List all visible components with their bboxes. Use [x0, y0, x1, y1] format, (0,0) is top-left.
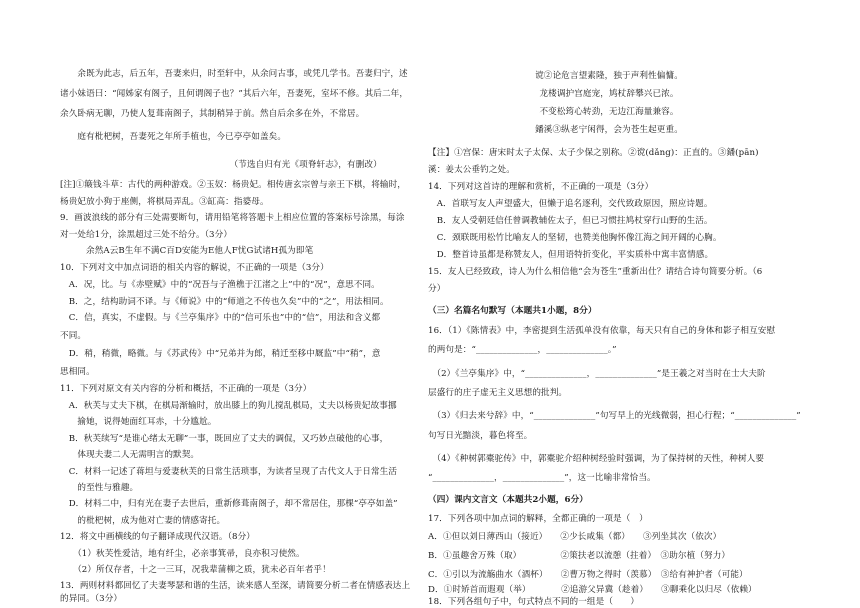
- option-line: 体现夫妻二人无需明言的默契。: [60, 450, 200, 460]
- translation-item: （1）秋芙性爱洁，地有纤尘，必亲事箕帚，良亦积习使然。: [60, 549, 305, 559]
- option-line: 的枇杷树，成为他对亡妻的情感寄托。: [60, 516, 226, 526]
- question-16: 16．（1）《陈情表》中，李密提到生活孤单没有依靠，每天只有自己的身体和影子相互安慰: [428, 326, 776, 336]
- question-14: 14．下列对这首诗的理解和赏析，不正确的一项是（3分）: [428, 182, 654, 192]
- option-line: B．之，结构助词不译。与《师说》中的“师道之不传也久矣”中的“之”，用法相同。: [60, 297, 389, 307]
- poem-line: 龙楼调护宫庭宠，鸠杖辞攀兴已浓。: [539, 89, 679, 99]
- option-line: D．①时矫首而遐观（举） ②追游父异冀（趁着） ③聊乘化以归尽（依赖）: [428, 585, 757, 595]
- section-heading: （三）名篇名句默写（本题共1小题，8分）: [428, 306, 597, 316]
- question-9: 9．画波浪线的部分有三处需要断句，请用铅笔将答题卡上相应位置的答案标号涂黑，每涂: [60, 213, 405, 223]
- question-9-options: 余然A云B生年不满C百D安能为E他人F忧G试诸H孤为即笔: [86, 246, 314, 256]
- question-15-line: 分）: [428, 284, 446, 294]
- option-line: A．①但以刘日薄西山（接近） ②少长咸集（都） ③列坐其次（依次）: [428, 532, 722, 542]
- source-citation: （节选自归有光《项脊轩志》，有删改）: [60, 160, 382, 170]
- section-heading: （四）课内文言文（本题共2小题，6分）: [428, 495, 588, 505]
- option-line: C．信，真实，不虚假。与《兰亭集序》中的“信可乐也”中的“信”，用法和含义都: [60, 313, 381, 323]
- fill-blank-line: （4）《种树郭橐驼传》中，郭橐驼介绍种树经验时强调，为了保持树的天性，种树人要: [428, 454, 765, 464]
- question-12: 12．将文中画横线的句子翻译成现代汉语。（8分）: [60, 532, 255, 542]
- annotation-line: 杨贵妃放小狗于座侧，将棋局弄乱。③缸高：指婆母。: [60, 197, 269, 207]
- option-line: B．①虽趣舍万殊（取） ②策扶老以流憩（拄着） ③助尔植（努力）: [428, 551, 731, 561]
- fill-blank-line: 层盛行的庄子虚无主义思想的批判。: [428, 388, 568, 398]
- option-line: D．整首诗虽都是称赞友人，但用语特折变化，平实质朴中寓丰富情感。: [428, 250, 714, 260]
- option-line: D．材料二中，归有光在妻子去世后，重新修葺南阁子，却不常居住，那棵“亭亭如盖”: [60, 499, 398, 509]
- passage-line: 余久卧病无聊，乃使人复葺南阁子，其制稍异于前。然自后余多在外，不常居。: [60, 109, 365, 119]
- option-line: C．①引以为流觞曲水（酒杯） ②曹万物之得时（羡慕） ③给有神护者（可能）: [428, 570, 748, 580]
- option-line: C．颈联既用松竹比喻友人的坚韧，也赞美他胸怀像江海之间开阔的心胸。: [428, 233, 722, 243]
- poem-line: 不变松筠心转劲，无边江海量兼容。: [539, 107, 679, 117]
- question-15: 15．友人已经致政，诗人为什么相信他“会为苍生”重新出仕？请结合诗句简要分析。（6: [428, 267, 763, 277]
- question-13-line: 的异同。（3分）: [60, 594, 123, 604]
- question-18: 18．下列各组句子中，句式特点不同的一组是（ ）: [428, 597, 640, 607]
- fill-blank-line: 的两句是：“______________，______________。”: [428, 345, 617, 355]
- question-17: 17．下列各项中加点词的解释，全都正确的一项是（ ）: [428, 514, 648, 524]
- fill-blank-line: （3）《归去来兮辞》中，“______________”句写早上的光线微弱，担心行程；“______________”: [428, 411, 801, 421]
- option-line: D．稍，稍微，略微。与《苏武传》中“兄弟并为郎，稍迁至移中厩监”中“稍”，意: [60, 349, 381, 359]
- question-11: 11．下列对原文有关内容的分析和概括，不正确的一项是（3分）: [60, 384, 312, 394]
- fill-blank-line: （2）《兰亭集序》中，“______________，______________”是王羲之对当时在士大夫阶: [428, 369, 766, 379]
- option-line: A．首联写友人声望盛大，但懒于追名逐利，交代致政原因，照应诗题。: [428, 199, 713, 209]
- option-line: 揄她，说得她面红耳赤，十分尴尬。: [60, 417, 217, 427]
- poem-line: 鐇溪③纵老宁闲得，会为苍生起更重。: [535, 125, 683, 135]
- option-line: B．秋芙续写“是谁心绪太无聊”一事，既回应了丈夫的调侃，又巧妙点破他的心事，: [60, 434, 389, 444]
- option-line: 不同。: [60, 331, 87, 341]
- poem-line: 谠②论危言望素隆，独于声利性偏慵。: [535, 71, 683, 81]
- option-line: 思相同。: [60, 367, 95, 377]
- option-line: 的至性与雅趣。: [60, 483, 139, 493]
- annotation-line: [注]①簸钱斗草：古代的两种游戏。②玉奴：杨贵妃。相传唐玄宗曾与亲王下棋，将输时，: [60, 180, 406, 190]
- poem-note: 【注】①宫保：唐宋时太子太保、太子少保之别称。②谠(dǎng)：正直的。③鐇(pān): [428, 148, 759, 158]
- question-10: 10．下列对文中加点词语的相关内容的解说，不正确的一项是（3分）: [60, 263, 329, 273]
- passage-line: 诸小妹语曰：“闻姊家有阁子，且何谓阁子也？”其后六年，吾妻死，室坏不修。其后二年，: [60, 89, 409, 99]
- passage-line: 余既为此志，后五年，吾妻来归，时至轩中，从余问古事，或凭几学书。吾妻归宁，述: [60, 69, 408, 79]
- option-line: C．材料一记述了蒋坦与爱妻秋芙的日常生活琐事，为读者呈现了古代文人于日常生活: [60, 467, 398, 477]
- option-line: A．秋芙与丈夫下棋，在棋局渐输时，放出膝上的狗儿搅乱棋局，丈夫以杨贵妃故事挪: [60, 401, 397, 411]
- option-line: B．友人受朝廷信任曾调教辅佐太子，但已习惯拄鸠杖穿行山野的生活。: [428, 216, 713, 226]
- passage-line: 庭有枇杷树，吾妻死之年所手植也，今已亭亭如盖矣。: [60, 132, 287, 142]
- poem-note: 溪：姜太公垂钓之处。: [428, 165, 515, 175]
- fill-blank-line: “______________，______________”，这一比喻非常恰当。: [428, 473, 656, 483]
- translation-item: （2）所仅存者，十之一三耳，况我辈蒲柳之质，犹未必百年者乎！: [60, 565, 331, 575]
- question-13: 13．两则材料都回忆了夫妻琴瑟和谐的生活，读来感人至深，请简要分析二者在情感表达上: [60, 581, 411, 591]
- question-9-line: 对一处给1分，涂黑超过三处不给分。（3分）: [60, 230, 233, 240]
- option-line: A．况，比。与《赤壁赋》中的“况吾与子渔樵于江渚之上”中的“况”，意思不同。: [60, 280, 380, 290]
- fill-blank-line: 句写日光黯淡，暮色将至。: [428, 431, 533, 441]
